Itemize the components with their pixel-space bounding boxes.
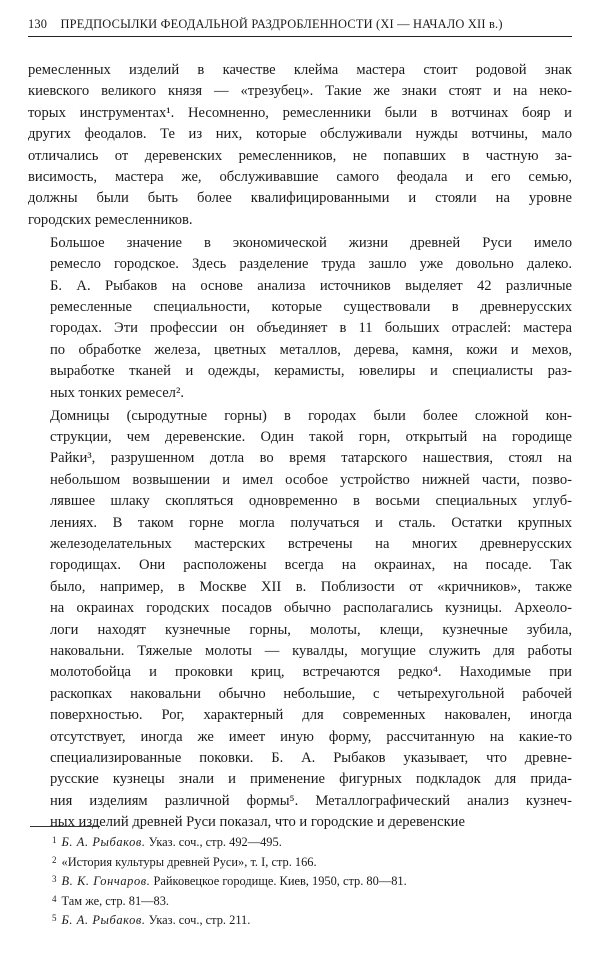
text-line: Домницы (сыродутные горны) в городах были более сложной кон- — [50, 407, 572, 424]
text-line: наковальни. Тяжелые молоты — кувалды, могущие служить для работы — [50, 642, 572, 659]
footnote-number: 2 — [52, 854, 57, 865]
text-line: лениях. В таком горне могла получаться и сталь. Остатки крупных — [50, 514, 572, 531]
text-line: висимость, мастера же, обслуживавшие самого феодала и его семью, — [28, 169, 572, 186]
text-line: торых инструментах¹. Несомненно, ремесленники были в вотчинах бояр и — [28, 104, 572, 121]
footnote — [52, 852, 570, 872]
text-line: ных тонких ремесел². — [50, 384, 184, 401]
text-line: отсутствует, иногда же имеет иную форму, рассчитанную на какие-то — [50, 728, 572, 745]
footnote-divider — [30, 826, 100, 827]
text-line: ных изделий древней Руси показал, что и городские и деревенские — [50, 814, 465, 831]
footnote-number: 4 — [52, 893, 57, 904]
text-line: железоделательных мастерских встречены на многих древнерусских — [50, 535, 572, 552]
text-line: Райки³, разрушенном дотла во время татарского нашествия, стоял на — [50, 450, 572, 467]
text-line: логи находят кузнечные горны, молоты, клещи, кузнечные зубила, — [50, 621, 572, 638]
text-line: небольшом возвышении и имел особое устройство нижней части, позво- — [50, 471, 572, 488]
text-line: молотобойца и проковки криц, встречаются редко⁴. Находимые при — [50, 664, 572, 681]
text-line: Б. А. Рыбаков на основе анализа источников выделяет 42 различные — [50, 277, 572, 294]
footnote — [52, 891, 570, 911]
footnote-author: В. К. Гончаров. — [61, 874, 151, 889]
footnote-text: Указ. соч., стр. 211. — [148, 913, 251, 928]
text-line: городищах. Они расположены всегда на окраинах, на посаде. Так — [50, 557, 572, 574]
text-line: городских ремесленников. — [28, 211, 193, 228]
paragraph — [28, 60, 572, 231]
text-line: Большое значение в экономической жизни древней Руси имело — [50, 234, 572, 251]
footnote-text: Там же, стр. 81—83. — [61, 893, 170, 908]
footnote-author: Б. А. Рыбаков. — [61, 835, 146, 849]
text-line: выработке тканей и одежды, керамисты, ювелиры и специалисты раз- — [50, 363, 572, 380]
footnote-number: 3 — [52, 874, 57, 885]
text-line: на окраинах городских посадов обычно располагались кузницы. Археоло- — [50, 600, 572, 617]
footnote-number: 5 — [52, 913, 57, 924]
text-line: отличались от деревенских ремесленников, не попавших в частную за- — [28, 147, 572, 164]
paragraph — [28, 233, 572, 404]
text-line: городах. Эти профессии он объединяет в 11 больших отраслей: мастера — [50, 320, 572, 337]
text-line: специализированные поковки. Б. А. Рыбаков указывает, что древне- — [50, 750, 572, 766]
text-line: ремесленные специальности, которые существовали в древнерусских — [50, 298, 572, 315]
text-line: других феодалов. Те из них, которые обслуживали нужды вотчины, мало — [28, 126, 572, 143]
text-line: по обработке железа, цветных металлов, дерева, камня, кожи и мехов, — [50, 341, 572, 358]
footnote-text: Райковецкое городище. Киев, 1950, стр. 80—81. — [153, 874, 407, 889]
footnotes — [52, 832, 570, 930]
paragraph — [28, 406, 572, 834]
footnote — [52, 910, 570, 930]
footnote-text: Указ. соч., стр. 492—495. — [148, 835, 282, 849]
footnote-text: «История культуры древней Руси», т. I, стр. 166. — [61, 854, 317, 869]
text-line: было, например, в Москве XII в. Поблизости от «кричников», также — [50, 578, 572, 595]
running-header — [28, 17, 572, 37]
page-number: 130 — [28, 17, 48, 31]
footnote — [52, 871, 570, 891]
text-line: русские кузнецы знали и применение фигурных подкладок для прида- — [50, 771, 572, 788]
text-line: поверхностью. Рог, характерный для современных наковален, иногда — [50, 707, 572, 724]
text-line: должны были быть более квалифицированными и стояли на уровне — [28, 190, 572, 207]
text-line: ния изделиям различной формы⁵. Металлографический анализ кузнеч- — [50, 792, 572, 809]
text-line: раскопках наковальни обычно небольшие, с четырехугольной рабочей — [50, 685, 572, 702]
text-line: лявшее шлаку скопляться одновременно в восьми специальных углуб- — [50, 493, 572, 510]
footnote-author: Б. А. Рыбаков. — [61, 913, 146, 928]
footnote — [52, 832, 570, 852]
text-line: ремесло городское. Здесь разделение труда зашло уже довольно далеко. — [50, 256, 572, 273]
main-text — [28, 60, 572, 835]
footnote-number: 1 — [52, 835, 57, 845]
text-line: струкции, чем деревенские. Один такой горн, открытый на городище — [50, 428, 572, 445]
running-title: ПРЕДПОСЫЛКИ ФЕОДАЛЬНОЙ РАЗДРОБЛЕННОСТИ (XI — НАЧАЛО XII в.) — [60, 17, 503, 31]
text-line: ремесленных изделий в качестве клейма мастера стоит родовой знак — [28, 62, 572, 78]
text-line: киевского великого князя — «трезубец». Такие же знаки стоят и на неко- — [28, 83, 572, 100]
